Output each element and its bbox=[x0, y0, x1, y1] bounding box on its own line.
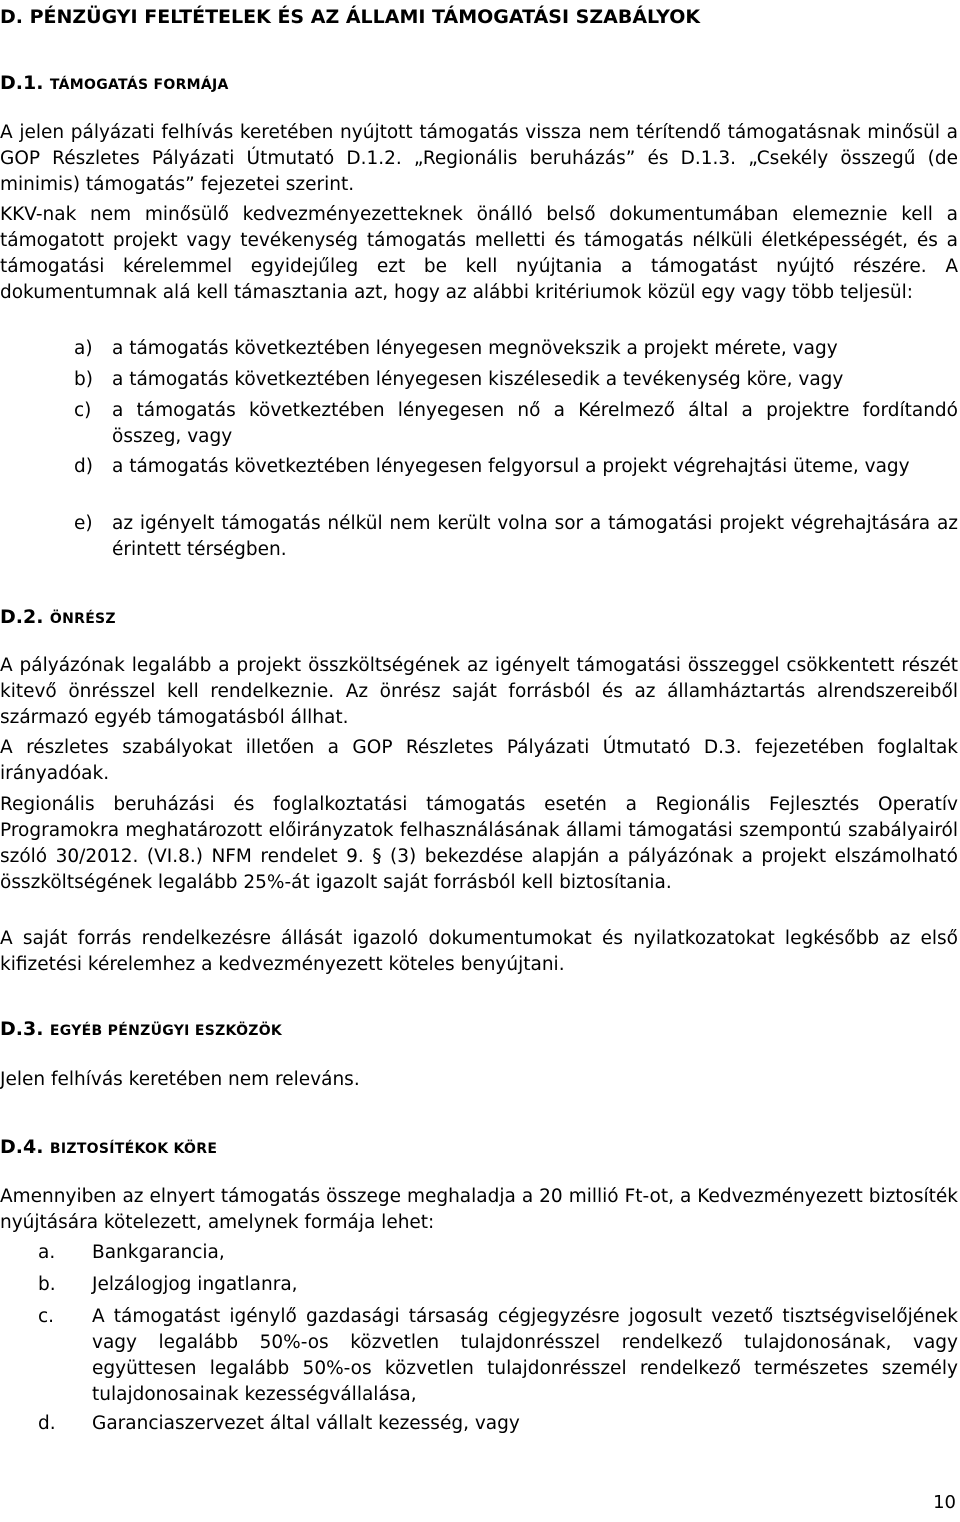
paragraph: Amennyiben az elnyert támogatás összege meghaladja a 20 millió Ft-ot, a Kedvezményezett biztosíték nyújtására kötelezett, amelynek formája lehet: bbox=[0, 1186, 958, 1233]
list-label: d) bbox=[74, 456, 93, 477]
list-label: c) bbox=[74, 400, 92, 421]
section-number: D.4. bbox=[0, 1136, 44, 1158]
section-heading-d2 bbox=[0, 604, 958, 632]
list-label: c. bbox=[38, 1306, 55, 1327]
list-item: Bankgarancia, bbox=[92, 1242, 225, 1263]
section-title: BIZTOSÍTÉKOK KÖRE bbox=[49, 1141, 218, 1157]
section-number: D.2. bbox=[0, 606, 44, 628]
chapter-heading: D. PÉNZÜGYI FELTÉTELEK ÉS AZ ÁLLAMI TÁMOGATÁSI SZABÁLYOK bbox=[0, 6, 701, 28]
list-item: a támogatás következtében lényegesen felgyorsul a projekt végrehajtási üteme, vagy bbox=[112, 456, 910, 477]
list-label: a) bbox=[74, 338, 93, 359]
list-item: Garanciaszervezet által vállalt kezesség, vagy bbox=[92, 1413, 520, 1434]
list-label: a. bbox=[38, 1242, 56, 1263]
list-item: A támogatást igénylő gazdasági társaság cégjegyzésre jogosult vezető tisztségviselőjének vagy legalább 50%-os közvetlen tulajdonrésszel rendelkező tulajdonosának, vagy együttesen legalább 50%-os közvetlen tulajdonrésszel rendelkező természetes személy tulajdonosainak kezességvállalása, bbox=[92, 1306, 958, 1405]
section-title: TÁMOGATÁS FORMÁJA bbox=[49, 77, 229, 93]
section-title: EGYÉB PÉNZÜGYI ESZKÖZÖK bbox=[49, 1023, 283, 1039]
paragraph: KKV-nak nem minősülő kedvezményezetteknek önálló belső dokumentumában elemeznie kell a támogatott projekt vagy tevékenység támogatás melletti és támogatás nélküli életképességét, és a támogatási kérelemmel egyidejűleg ezt be kell nyújtania a támogatást nyújtó részére. A dokumentumnak alá kell támasztania azt, hogy az alábbi kritériumok közül egy vagy több teljesül: bbox=[0, 204, 958, 303]
list-item: a támogatás következtében lényegesen nő a Kérelmező által a projektre fordítandó összeg, vagy bbox=[112, 400, 958, 447]
list-label: b. bbox=[38, 1274, 56, 1295]
list-item: a támogatás következtében lényegesen kiszélesedik a tevékenység köre, vagy bbox=[112, 369, 844, 390]
paragraph: Jelen felhívás keretében nem releváns. bbox=[0, 1069, 360, 1090]
section-heading-d4 bbox=[0, 1134, 958, 1162]
section-title: ÖNRÉSZ bbox=[49, 611, 116, 627]
list-label: b) bbox=[74, 369, 93, 390]
list-label: e) bbox=[74, 513, 93, 534]
list-item: az igényelt támogatás nélkül nem került volna sor a támogatási projekt végrehajtására az érintett térségben. bbox=[112, 513, 958, 560]
page-number: 10 bbox=[933, 1492, 956, 1513]
paragraph: Regionális beruházási és foglalkoztatási támogatás esetén a Regionális Fejlesztés Operatív Programokra meghatározott előirányzatok felhasználásának állami támogatási szempontú szabályairól szóló 30/2012. (VI.8.) NFM rendelet 9. § (3) bekezdése alapján a pályázónak a projekt elszámolható összköltségének legalább 25%-át igazolt saját forrásból kell biztosítania. bbox=[0, 794, 958, 893]
section-number: D.3. bbox=[0, 1018, 44, 1040]
paragraph: A részletes szabályokat illetően a GOP Részletes Pályázati Útmutató D.3. fejezetében foglaltak irányadóak. bbox=[0, 737, 958, 784]
list-item: Jelzálogjog ingatlanra, bbox=[92, 1274, 298, 1295]
paragraph: A pályázónak legalább a projekt összköltségének az igényelt támogatási összeggel csökkentett részét kitevő önrésszel kell rendelkeznie. Az önrész saját forrásból és az államháztartás alrendszereiből származó egyéb támogatásból állhat. bbox=[0, 655, 958, 728]
list-label: d. bbox=[38, 1413, 56, 1434]
section-heading-d1 bbox=[0, 70, 958, 98]
paragraph: A saját forrás rendelkezésre állását igazoló dokumentumokat és nyilatkozatokat legkésőbb az első kifizetési kérelemhez a kedvezményezett köteles benyújtani. bbox=[0, 928, 958, 975]
paragraph: A jelen pályázati felhívás keretében nyújtott támogatás vissza nem térítendő támogatásnak minősül a GOP Részletes Pályázati Útmutató D.1.2. „Regionális beruházás” és D.1.3. „Csekély összegű (de minimis) támogatás” fejezetei szerint. bbox=[0, 122, 958, 195]
section-heading-d3 bbox=[0, 1016, 958, 1044]
section-number: D.1. bbox=[0, 72, 44, 94]
list-item: a támogatás következtében lényegesen megnövekszik a projekt mérete, vagy bbox=[112, 338, 838, 359]
